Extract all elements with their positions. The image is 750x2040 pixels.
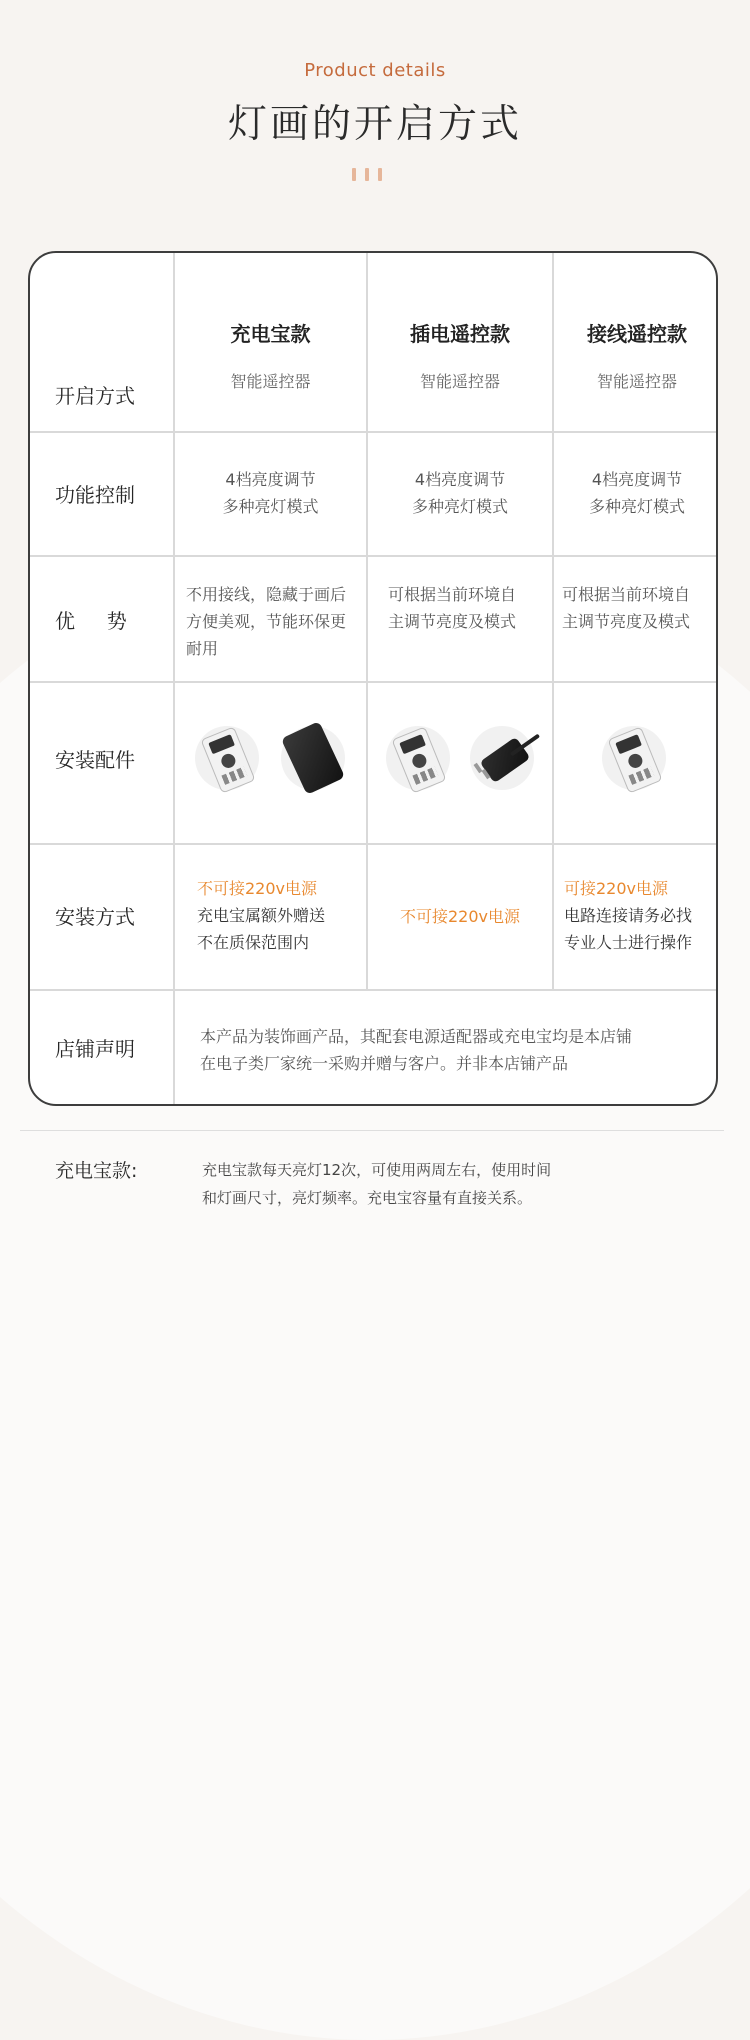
cell-line: 主调节亮度及模式 [388,612,517,631]
comparison-table [28,251,718,1106]
row-label-install: 安装方式 [55,905,135,929]
statement-line: 在电子类厂家统一采购并赠与客户。并非本店铺产品 [200,1054,569,1073]
warning-text: 不可接220v电源 [399,906,520,926]
table-cell [554,555,718,681]
table-cell [368,681,554,843]
note-line: 和灯画尺寸，亮灯频率。充电宝容量有直接关系。 [202,1189,533,1207]
cell-line: 专业人士进行操作 [564,933,693,952]
column-header-power-bank [175,253,368,431]
column-title: 接线遥控款 [587,321,687,346]
cell-line: 可根据当前环境自 [562,585,691,604]
row-label-cell [30,989,175,1106]
note-label: 充电宝款: [55,1160,138,1182]
table-cell [554,431,718,555]
cell-line: 可根据当前环境自 [388,585,517,604]
table-cell [554,843,718,989]
table-cell [368,555,554,681]
highlight-text: 可接220v电源 [564,879,669,898]
table-cell [175,681,368,843]
cell-line: 多种亮灯模式 [411,497,508,516]
table-cell [368,843,554,989]
row-label-function: 功能控制 [55,483,135,507]
cell-line: 4档亮度调节 [225,470,316,489]
divider [20,1130,724,1131]
table-cell [175,989,718,1106]
row-label-cell [30,681,175,843]
table-cell [554,681,718,843]
column-header-plug-in [368,253,554,431]
row-label-cell [30,253,175,431]
section-header [0,0,750,250]
cell-line: 多种亮灯模式 [588,497,685,516]
row-label-statement: 店铺声明 [55,1037,135,1061]
row-label-cell [30,555,175,681]
column-title: 插电遥控款 [410,321,510,346]
row-label-advantage: 优 势 [55,609,127,633]
table-row-statement [30,989,716,1106]
column-subtitle: 智能遥控器 [596,371,677,391]
column-header-wired [554,253,718,431]
cell-line: 4档亮度调节 [414,470,506,489]
table-row-accessories [30,681,716,845]
section-title: 灯画的开启方式 [227,102,522,147]
statement-line: 本产品为装饰画产品，其配套电源适配器或充电宝均是本店铺 [200,1027,633,1046]
cell-line: 多种亮灯模式 [222,497,319,516]
row-label-accessories: 安装配件 [55,748,135,772]
cell-line: 主调节亮度及模式 [562,612,691,631]
note-line: 充电宝款每天亮灯12次，可使用两周左右，使用时间 [202,1161,552,1179]
column-title: 充电宝款 [230,321,311,346]
cell-line: 充电宝属额外赠送 [197,906,326,925]
row-label-cell [30,431,175,555]
cell-line: 方便美观，节能环保更 [186,612,347,631]
power-bank-icon [281,721,345,795]
column-subtitle: 智能遥控器 [419,371,500,391]
table-row-install [30,843,716,991]
cell-line: 4档亮度调节 [591,470,683,489]
cell-line: 耐用 [186,639,219,658]
column-subtitle: 智能遥控器 [230,371,311,391]
table-header-row [30,253,716,433]
section-subtitle: Product details [304,60,446,81]
cell-line: 不用接线，隐藏于画后 [186,585,347,604]
row-label-cell [30,843,175,989]
table-row-function [30,431,716,557]
warning-text: 不可接220v电源 [197,879,318,898]
table-row-advantage [30,555,716,683]
table-cell [175,431,368,555]
cell-line: 电路连接请务必找 [564,906,693,925]
note-text [202,1156,652,1212]
table-cell [175,843,368,989]
decorative-dots [352,168,382,181]
row-label-mode: 开启方式 [55,384,135,408]
table-cell [175,555,368,681]
cell-line: 不在质保范围内 [197,933,310,952]
table-cell [368,431,554,555]
